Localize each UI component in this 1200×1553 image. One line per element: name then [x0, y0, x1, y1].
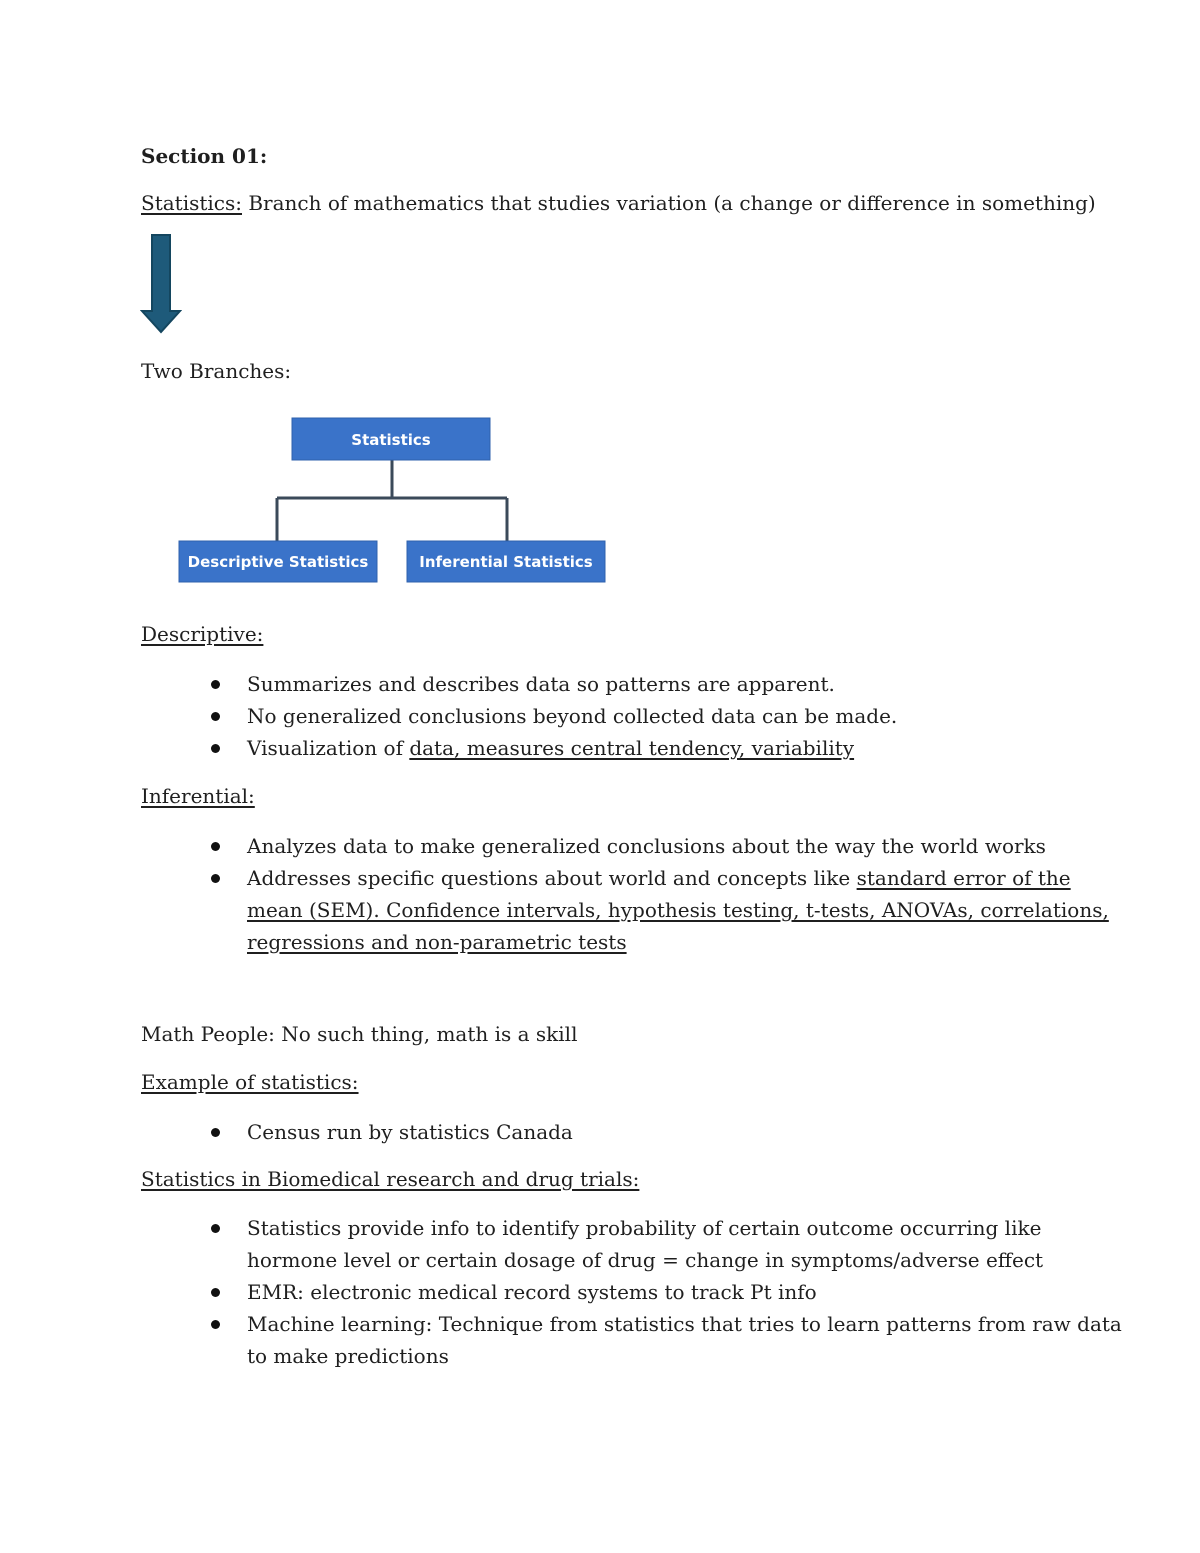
- list-item: [0, 1308, 1122, 1372]
- inferential-box: [407, 541, 605, 582]
- connector-lines: [277, 460, 507, 541]
- list-item: Census run by statistics Canada: [0, 1116, 573, 1148]
- statistics-definition: [141, 190, 1096, 216]
- visualization-link: data, measures central tendency, variability: [409, 736, 855, 760]
- visualization-prefix: Visualization of: [247, 736, 410, 760]
- addresses-prefix: Addresses specific questions about world and concepts like: [247, 866, 857, 890]
- inferential-box-label: Inferential Statistics: [419, 553, 593, 571]
- descriptive-box-label: Descriptive Statistics: [187, 553, 369, 571]
- descriptive-list: [0, 668, 897, 764]
- list-item: Summarizes and describes data so patterns are apparent.: [0, 668, 897, 700]
- list-item: Analyzes data to make generalized conclusions about the way the world works: [0, 830, 1109, 862]
- section-title: Section 01:: [141, 144, 268, 168]
- list-item: [0, 1212, 1122, 1276]
- sem-link-line3: regressions and non-parametric tests: [247, 930, 627, 954]
- example-list: [0, 1116, 573, 1148]
- list-item: [0, 732, 897, 764]
- sem-link-line2: mean (SEM). Confidence intervals, hypothesis testing, t-tests, ANOVAs, correlations,: [247, 898, 1109, 922]
- statistics-definition-text: Branch of mathematics that studies variation (a change or difference in something): [242, 191, 1096, 215]
- descriptive-heading: Descriptive:: [141, 622, 264, 646]
- list-item: [0, 862, 1109, 958]
- math-people-note: Math People: No such thing, math is a skill: [141, 1022, 578, 1046]
- statistics-term: Statistics:: [141, 191, 242, 215]
- sem-link-line1: standard error of the: [856, 866, 1071, 890]
- down-arrow-shape: [142, 235, 180, 332]
- root-box: [292, 418, 490, 460]
- root-box-label: Statistics: [351, 431, 431, 449]
- biomedical-heading: Statistics in Biomedical research and drug trials:: [141, 1167, 640, 1191]
- biomedical-b1-line1: Statistics provide info to identify probability of certain outcome occurring like: [247, 1216, 1042, 1240]
- descriptive-box: [179, 541, 377, 582]
- biomedical-b3-line2: to make predictions: [247, 1344, 449, 1368]
- branches-diagram: [170, 410, 610, 590]
- two-branches-label: Two Branches:: [141, 359, 292, 383]
- example-heading: Example of statistics:: [141, 1070, 359, 1094]
- inferential-heading: Inferential:: [141, 784, 255, 808]
- biomedical-b1-line2: hormone level or certain dosage of drug = change in symptoms/adverse effect: [247, 1248, 1044, 1272]
- biomedical-b3-line1: Machine learning: Technique from statistics that tries to learn patterns from raw data: [247, 1312, 1122, 1336]
- inferential-list: [0, 830, 1109, 958]
- down-arrow-icon: [140, 233, 182, 335]
- list-item: EMR: electronic medical record systems to track Pt info: [0, 1276, 1122, 1308]
- biomedical-list: [0, 1212, 1122, 1372]
- list-item: No generalized conclusions beyond collected data can be made.: [0, 700, 897, 732]
